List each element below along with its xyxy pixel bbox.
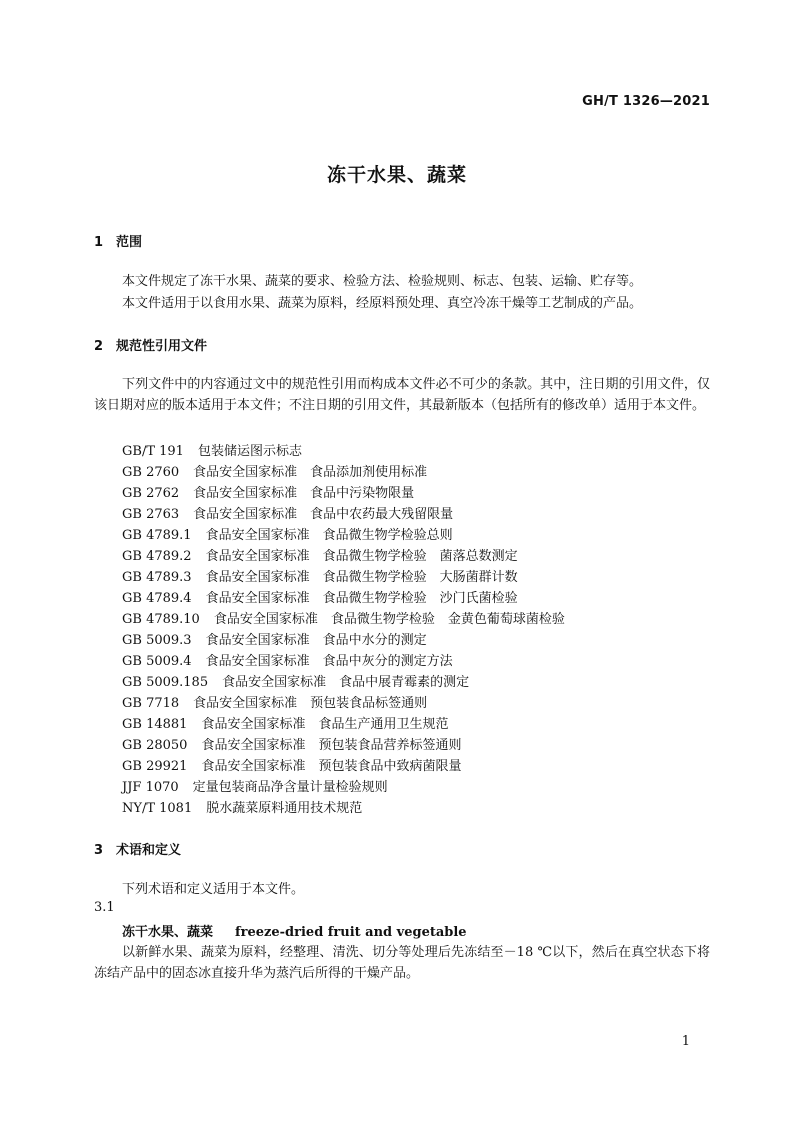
- reference-code: GB 28050: [122, 738, 188, 753]
- term-number: 3.1: [94, 900, 115, 915]
- reference-item: [122, 734, 461, 753]
- section-title: 范围: [116, 235, 143, 250]
- reference-item: [122, 692, 427, 711]
- section-heading-normative: [94, 335, 207, 354]
- scope-paragraph: 本文件适用于以食用水果、蔬菜为原料，经原料预处理、真空冷冻干燥等工艺制成的产品。: [122, 296, 643, 311]
- reference-name: 食品安全国家标准 食品微生物学检验 大肠菌群计数: [205, 570, 518, 585]
- section-number: 3: [94, 843, 104, 858]
- section-title: 规范性引用文件: [116, 339, 208, 354]
- reference-item: [122, 461, 427, 480]
- normative-intro: 下列文件中的内容通过文中的规范性引用而构成本文件必不可少的条款。其中，注日期的引用文件，仅该日期对应的版本适用于本文件；不注日期的引用文件，其最新版本（包括所有的修改单）适用于本文件。: [94, 377, 710, 413]
- reference-name: 食品安全国家标准 预包装食品中致病菌限量: [201, 759, 462, 774]
- reference-item: [122, 776, 388, 795]
- reference-item: [122, 629, 427, 648]
- reference-item: [122, 587, 518, 606]
- reference-code: GB 4789.10: [122, 612, 200, 627]
- reference-item: [122, 524, 453, 543]
- reference-item: [122, 797, 362, 816]
- reference-name: 食品安全国家标准 食品微生物学检验 沙门氏菌检验: [205, 591, 518, 606]
- reference-code: GB 7718: [122, 696, 180, 711]
- term-definition: 以新鲜水果、蔬菜为原料，经整理、清洗、切分等处理后先冻结至－18 ℃以下，然后在真空状态下将冻结产品中的固态冰直接升华为蒸汽后所得的干燥产品。: [94, 945, 710, 981]
- page-number: 1: [681, 1034, 690, 1049]
- reference-name: 定量包装商品净含量计量检验规则: [192, 780, 388, 795]
- terms-intro: 下列术语和定义适用于本文件。: [122, 882, 305, 897]
- standard-code: GH/T 1326—2021: [582, 94, 710, 109]
- reference-name: 食品安全国家标准 食品添加剂使用标准: [193, 465, 428, 480]
- reference-code: GB 5009.4: [122, 654, 192, 669]
- term-english: freeze-dried fruit and vegetable: [235, 925, 467, 940]
- reference-item: [122, 503, 453, 522]
- reference-code: GB 4789.3: [122, 570, 192, 585]
- document-title: 冻干水果、蔬菜: [326, 164, 467, 186]
- reference-code: GB/T 191: [122, 444, 184, 459]
- section-number: 1: [94, 235, 104, 250]
- reference-item: [122, 440, 302, 459]
- term-chinese: 冻干水果、蔬菜: [122, 925, 214, 940]
- reference-code: GB 4789.2: [122, 549, 192, 564]
- reference-code: GB 2762: [122, 486, 180, 501]
- reference-item: [122, 545, 518, 564]
- section-number: 2: [94, 339, 104, 354]
- term-entry: [122, 921, 467, 940]
- reference-item: [122, 755, 461, 774]
- reference-code: GB 2763: [122, 507, 180, 522]
- reference-item: [122, 713, 448, 732]
- section-heading-scope: [94, 231, 142, 250]
- scope-paragraph: 本文件规定了冻干水果、蔬菜的要求、检验方法、检验规则、标志、包装、运输、贮存等。: [122, 274, 643, 289]
- reference-code: GB 14881: [122, 717, 188, 732]
- reference-name: 食品安全国家标准 预包装食品标签通则: [193, 696, 428, 711]
- reference-code: JJF 1070: [122, 780, 179, 795]
- section-title: 术语和定义: [116, 843, 182, 858]
- reference-code: GB 5009.3: [122, 633, 192, 648]
- reference-code: NY/T 1081: [122, 801, 193, 816]
- reference-item: [122, 482, 414, 501]
- reference-name: 食品安全国家标准 食品微生物学检验 菌落总数测定: [205, 549, 518, 564]
- reference-code: GB 5009.185: [122, 675, 209, 690]
- reference-name: 食品安全国家标准 食品微生物学检验 金黄色葡萄球菌检验: [213, 612, 565, 627]
- reference-code: GB 4789.4: [122, 591, 192, 606]
- reference-code: GB 29921: [122, 759, 188, 774]
- reference-code: GB 4789.1: [122, 528, 192, 543]
- reference-item: [122, 650, 453, 669]
- reference-name: 食品安全国家标准 食品中水分的测定: [205, 633, 427, 648]
- reference-name: 食品安全国家标准 食品中农药最大残留限量: [193, 507, 454, 522]
- reference-code: GB 2760: [122, 465, 180, 480]
- reference-name: 食品安全国家标准 食品中灰分的测定方法: [205, 654, 453, 669]
- reference-item: [122, 671, 469, 690]
- reference-name: 脱水蔬菜原料通用技术规范: [206, 801, 363, 816]
- reference-item: [122, 608, 565, 627]
- section-heading-terms: [94, 839, 181, 858]
- reference-name: 食品安全国家标准 预包装食品营养标签通则: [201, 738, 462, 753]
- reference-name: 食品安全国家标准 食品微生物学检验总则: [205, 528, 453, 543]
- reference-item: [122, 566, 518, 585]
- reference-name: 食品安全国家标准 食品中污染物限量: [193, 486, 415, 501]
- reference-name: 食品安全国家标准 食品中展青霉素的测定: [222, 675, 470, 690]
- reference-name: 食品安全国家标准 食品生产通用卫生规范: [201, 717, 449, 732]
- reference-name: 包装储运图示标志: [197, 444, 302, 459]
